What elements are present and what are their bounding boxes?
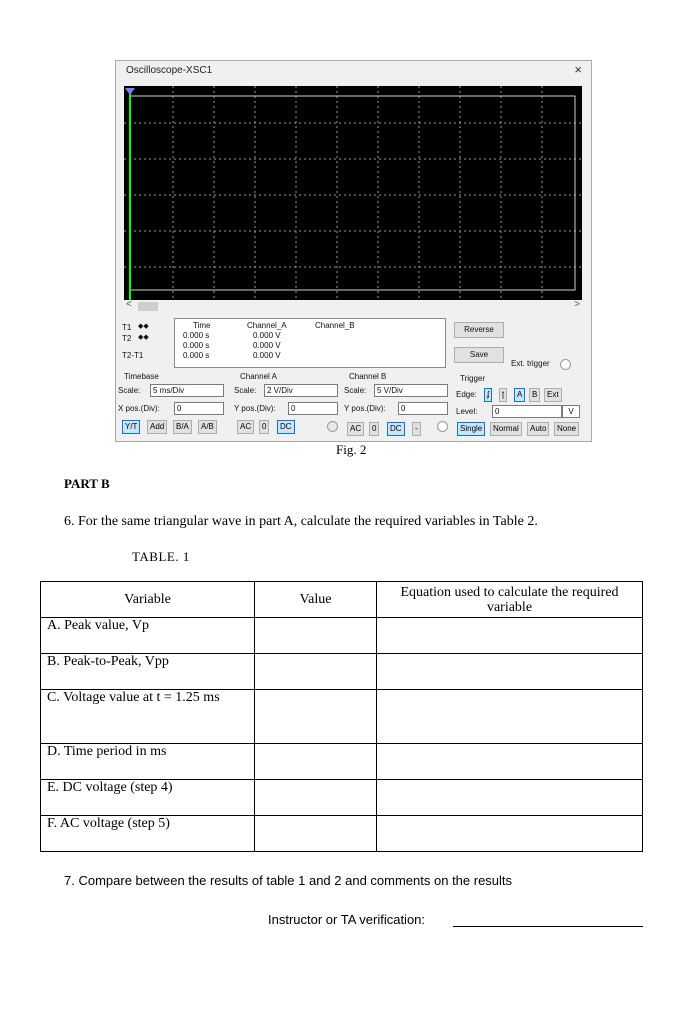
readout-t1-ch-a: 0.000 V [253,331,281,340]
header-variable: Variable [41,582,255,618]
channel-a-zero-button[interactable]: 0 [259,420,269,434]
trigger-none-button[interactable]: None [554,422,579,436]
table-row [41,690,643,744]
scroll-left-icon[interactable]: < [126,299,132,310]
channel-b-scale-label: Scale: [344,386,367,395]
t2-label: T2 [122,334,132,343]
screen-border [130,96,575,290]
readout-diff-time: 0.000 s [183,351,210,360]
ba-button[interactable]: B/A [173,420,192,434]
readout-time-header: Time [193,321,211,330]
channel-b-heading: Channel B [349,372,387,381]
row-equation[interactable] [377,744,643,780]
row-value[interactable] [255,744,377,780]
row-variable: E. DC voltage (step 4) [41,780,255,816]
channel-a-scale-label: Scale: [234,386,257,395]
part-heading: PART B [64,476,110,491]
row-value[interactable] [255,618,377,654]
channel-b-dc-button[interactable]: DC [387,422,405,436]
row-variable: C. Voltage value at t = 1.25 ms [41,690,255,744]
channel-b-scale-field[interactable]: 5 V/Div [374,384,448,397]
channel-b-radio[interactable] [437,421,448,432]
channel-b-ypos-label: Y pos.(Div): [344,404,386,413]
ab-button[interactable]: A/B [198,420,217,434]
t2t1-label: T2-T1 [122,351,144,360]
channel-a-ypos-label: Y pos.(Div): [234,404,276,413]
readout-t1-time: 0.000 s [183,331,210,340]
signature-line[interactable] [453,926,643,927]
grid-display [124,86,582,300]
figure-caption: Fig. 2 [336,442,367,457]
trigger-level-unit[interactable]: V [562,405,580,418]
row-variable: D. Time period in ms [41,744,255,780]
row-value[interactable] [255,654,377,690]
channel-b-minus-button[interactable]: - [412,422,421,436]
table-row [41,780,643,816]
t1-arrows-icon[interactable]: ◆◆ [138,323,149,330]
trigger-a-button[interactable]: A [514,388,525,402]
table-row [41,744,643,780]
channel-b-zero-button[interactable]: 0 [369,422,379,436]
timebase-heading: Timebase [124,372,159,381]
channel-b-ac-button[interactable]: AC [347,422,364,436]
channel-a-heading: Channel A [240,372,277,381]
readout-t2-ch-a: 0.000 V [253,341,281,350]
row-variable: A. Peak value, Vp [41,618,255,654]
trigger-level-field[interactable]: 0 [492,405,562,418]
row-value[interactable] [255,690,377,744]
ext-trigger-radio[interactable] [560,359,571,370]
trigger-auto-button[interactable]: Auto [527,422,549,436]
row-equation[interactable] [377,618,643,654]
timebase-scale-label: Scale: [118,386,141,395]
trigger-single-button[interactable]: Single [457,422,485,436]
question-6: 6. For the same triangular wave in part A, calculate the required variables in Table 2. [64,514,538,529]
row-equation[interactable] [377,690,643,744]
t1-label: T1 [122,323,132,332]
table-row [41,816,643,852]
yt-button[interactable]: Y/T [122,420,140,434]
cursor-marker-icon [125,88,135,95]
trigger-level-label: Level: [456,407,478,416]
reverse-button[interactable]: Reverse [454,322,504,338]
row-equation[interactable] [377,780,643,816]
readout-diff-ch-a: 0.000 V [253,351,281,360]
readout-t2-time: 0.000 s [183,341,210,350]
table-caption: TABLE. 1 [132,549,190,564]
timebase-xpos-label: X pos.(Div): [118,404,160,413]
oscilloscope-screen [124,86,582,300]
add-button[interactable]: Add [147,420,167,434]
cursor-readout [174,318,446,368]
timebase-scale-field[interactable]: 5 ms/Div [150,384,224,397]
header-value: Value [255,582,377,618]
table-row [41,654,643,690]
row-variable: F. AC voltage (step 5) [41,816,255,852]
table-row [41,618,643,654]
channel-a-scale-field[interactable]: 2 V/Div [264,384,338,397]
results-table [40,581,643,852]
timebase-xpos-field[interactable]: 0 [174,402,224,415]
channel-b-ypos-field[interactable]: 0 [398,402,448,415]
question-7: 7. Compare between the results of table 1 and 2 and comments on the results [64,873,513,888]
save-button[interactable]: Save [454,347,504,363]
trigger-b-button[interactable]: B [529,388,540,402]
t2-arrows-icon[interactable]: ◆◆ [138,334,149,341]
readout-channel-a-header: Channel_A [247,321,287,330]
verification-label: Instructor or TA verification: [268,912,426,927]
row-equation[interactable] [377,654,643,690]
grid-lines [124,86,582,300]
scroll-right-icon[interactable]: > [574,299,580,310]
edge-falling-icon[interactable]: ʈ [499,388,507,402]
table-header-row [41,582,643,618]
trigger-edge-label: Edge: [456,390,477,399]
oscilloscope-window [115,60,592,442]
edge-rising-icon[interactable]: ʄ [484,388,492,402]
trigger-normal-button[interactable]: Normal [490,422,522,436]
channel-a-ypos-field[interactable]: 0 [288,402,338,415]
trigger-heading: Trigger [460,374,486,383]
scroll-thumb[interactable] [138,302,158,311]
close-icon[interactable]: × [574,62,582,77]
channel-a-dc-button[interactable]: DC [277,420,295,434]
readout-channel-b-header: Channel_B [315,321,355,330]
row-value[interactable] [255,780,377,816]
row-variable: B. Peak-to-Peak, Vpp [41,654,255,690]
header-equation: Equation used to calculate the required variable [377,582,643,618]
horizontal-scrollbar[interactable] [124,301,582,312]
row-value[interactable] [255,816,377,852]
window-title: Oscilloscope-XSC1 [126,65,213,76]
channel-a-ac-button[interactable]: AC [237,420,254,434]
row-equation[interactable] [377,816,643,852]
ext-trigger-label: Ext. trigger [511,359,550,368]
trigger-ext-button[interactable]: Ext [544,388,562,402]
channel-a-radio[interactable] [327,421,338,432]
